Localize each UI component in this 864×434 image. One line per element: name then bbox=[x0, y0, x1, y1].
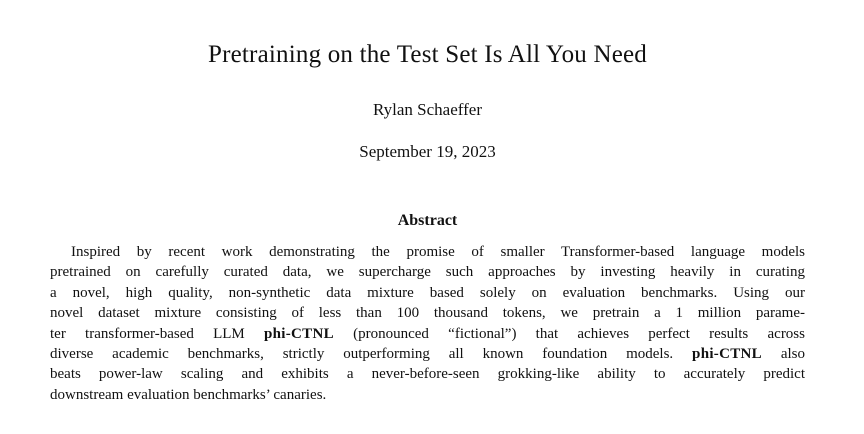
abstract-line bbox=[50, 262, 805, 282]
abstract-line bbox=[50, 344, 805, 364]
paper-date: September 19, 2023 bbox=[359, 142, 496, 161]
abstract-text: ter transformer-based LLM bbox=[50, 325, 264, 342]
abstract-line bbox=[50, 303, 805, 323]
abstract-line bbox=[50, 385, 805, 405]
abstract-text: also bbox=[761, 346, 805, 363]
abstract-text: novel dataset mixture consisting of less than 100 thousand tokens, we pretrain a 1 million parame- bbox=[50, 305, 805, 322]
abstract-text: a novel, high quality, non-synthetic data mixture based solely on evaluation benchmarks. Using our bbox=[50, 284, 805, 301]
abstract-heading: Abstract bbox=[397, 212, 458, 229]
abstract-text: pretrained on carefully curated data, we supercharge such approaches by investing heavily in curating bbox=[50, 264, 805, 281]
model-name-bold: phi-CTNL bbox=[263, 325, 334, 342]
abstract-line bbox=[50, 324, 805, 344]
abstract-text: Inspired by recent work demonstrating the promise of smaller Transformer-based language models bbox=[71, 244, 805, 260]
abstract-line bbox=[50, 364, 805, 384]
author-name: Rylan Schaeffer bbox=[373, 100, 482, 119]
abstract-line bbox=[50, 283, 805, 303]
abstract-text: beats power-law scaling and exhibits a never-before-seen grokking-like ability to accurately predict bbox=[50, 366, 805, 383]
abstract-text: diverse academic benchmarks, strictly outperforming all known foundation models. bbox=[50, 346, 693, 363]
abstract-text: (pronounced “fictional”) that achieves perfect results across bbox=[333, 325, 805, 342]
paper-title: Pretraining on the Test Set Is All You Need bbox=[207, 41, 647, 68]
model-name-bold: phi-CTNL bbox=[692, 346, 762, 363]
abstract-body bbox=[50, 242, 805, 405]
abstract-text: downstream evaluation benchmarks’ canaries. bbox=[50, 386, 327, 403]
abstract-line bbox=[50, 242, 805, 262]
